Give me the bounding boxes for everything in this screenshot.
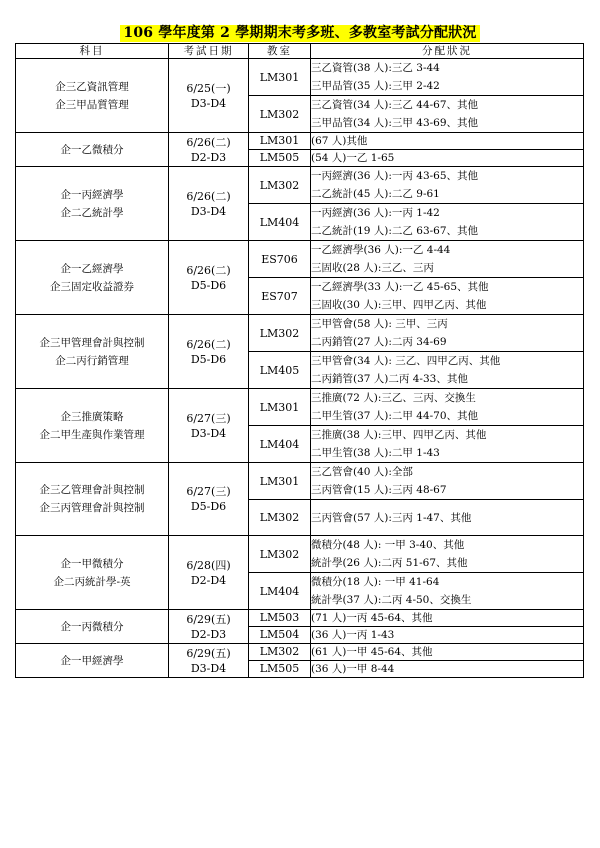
allocation-line: 一乙經濟學(33 人):一乙 45-65、其他 <box>311 281 489 293</box>
subject-name: 企一丙微積分 <box>60 620 124 633</box>
allocation-cell <box>311 463 584 500</box>
exam-date-cell <box>169 644 249 678</box>
exam-date: 6/26(二) <box>186 189 231 203</box>
exam-date-cell <box>169 59 249 133</box>
exam-date-cell <box>169 133 249 167</box>
exam-date: 6/26(二) <box>186 135 231 149</box>
allocation-cell <box>311 167 584 204</box>
allocation-line: 三推廣(72 人):三乙、三丙、交換生 <box>311 392 476 404</box>
classroom-cell: LM405 <box>249 352 311 389</box>
allocation-line: (54 人)一乙 1-65 <box>311 152 395 164</box>
exam-date: 6/28(四) <box>186 558 231 572</box>
table-row <box>16 536 584 573</box>
page-title: 106 學年度第 2 學期期末考多班、多教室考試分配狀況 <box>120 25 479 42</box>
classroom-cell: ES706 <box>249 241 311 278</box>
exam-date: 6/29(五) <box>186 646 231 660</box>
allocation-line: 統計學(37 人):二丙 4-50、交換生 <box>311 594 472 606</box>
subject-cell <box>16 241 169 315</box>
allocation-line: (67 人)其他 <box>311 135 368 147</box>
exam-date-cell <box>169 610 249 644</box>
allocation-cell <box>311 96 584 133</box>
table-row <box>16 389 584 426</box>
allocation-line: 一丙經濟(36 人):一丙 43-65、其他 <box>311 170 479 182</box>
allocation-line: 三甲品管(35 人):三甲 2-42 <box>311 80 440 92</box>
table-header-row <box>16 44 584 59</box>
allocation-line: 二丙銷管(27 人):二丙 34-69 <box>311 336 447 348</box>
exam-period: D3-D4 <box>190 204 227 218</box>
classroom-cell: LM302 <box>249 315 311 352</box>
allocation-line: 一丙經濟(36 人):一丙 1-42 <box>311 207 440 219</box>
allocation-line: 微積分(18 人): 一甲 41-64 <box>311 576 440 588</box>
exam-date-cell <box>169 167 249 241</box>
allocation-line: 二甲生管(38 人):二甲 1-43 <box>311 447 440 459</box>
allocation-line: 三乙管會(40 人):全部 <box>311 466 413 478</box>
classroom-cell: LM505 <box>249 661 311 678</box>
subject-name: 企一甲經濟學 <box>60 654 124 667</box>
exam-date-cell <box>169 463 249 536</box>
allocation-line: (71 人)一丙 45-64、其他 <box>311 612 433 624</box>
classroom-cell: LM503 <box>249 610 311 627</box>
subject-cell <box>16 59 169 133</box>
exam-allocation-table <box>15 43 584 678</box>
subject-name: 企三甲品質管理 <box>55 98 129 111</box>
exam-date: 6/27(三) <box>186 411 231 425</box>
subject-cell <box>16 167 169 241</box>
exam-period: D3-D4 <box>190 426 227 440</box>
subject-cell <box>16 536 169 610</box>
exam-date: 6/26(二) <box>186 337 231 351</box>
allocation-cell <box>311 536 584 573</box>
allocation-line: 微積分(48 人): 一甲 3-40、其他 <box>311 539 465 551</box>
exam-period: D3-D4 <box>190 661 227 675</box>
header-allocation: 分配狀況 <box>311 44 584 59</box>
exam-date-cell <box>169 241 249 315</box>
subject-name: 企三甲管理會計與控制 <box>39 336 145 349</box>
allocation-line: 三乙資管(34 人):三乙 44-67、其他 <box>311 99 479 111</box>
allocation-line: 三推廣(38 人):三甲、四甲乙丙、其他 <box>311 429 487 441</box>
allocation-cell <box>311 610 584 627</box>
classroom-cell: LM301 <box>249 389 311 426</box>
classroom-cell: LM301 <box>249 133 311 150</box>
exam-period: D3-D4 <box>190 96 227 110</box>
allocation-cell <box>311 352 584 389</box>
table-row <box>16 610 584 627</box>
allocation-cell <box>311 278 584 315</box>
exam-date-cell <box>169 315 249 389</box>
allocation-line: 三乙資管(38 人):三乙 3-44 <box>311 62 440 74</box>
exam-period: D5-D6 <box>190 500 227 513</box>
classroom-cell: LM504 <box>249 627 311 644</box>
allocation-line: 三丙管會(57 人):三丙 1-47、其他 <box>311 511 472 524</box>
classroom-cell: LM302 <box>249 96 311 133</box>
classroom-cell: LM505 <box>249 150 311 167</box>
subject-name: 企三固定收益證券 <box>50 280 134 293</box>
classroom-cell: LM404 <box>249 426 311 463</box>
allocation-line: 二甲生管(37 人):二甲 44-70、其他 <box>311 410 479 422</box>
subject-name: 企一乙經濟學 <box>60 262 124 275</box>
exam-date-cell <box>169 389 249 463</box>
allocation-line: 三丙管會(15 人):三丙 48-67 <box>311 484 447 496</box>
exam-date: 6/25(一) <box>186 81 231 95</box>
subject-name: 企二丙行銷管理 <box>55 354 129 367</box>
allocation-line: 三固收(30 人):三甲、四甲乙丙、其他 <box>311 299 487 311</box>
subject-name: 企一乙微積分 <box>60 143 124 156</box>
exam-period: D5-D6 <box>190 278 227 292</box>
allocation-cell <box>311 204 584 241</box>
allocation-line: 三固收(28 人):三乙、三丙 <box>311 262 434 274</box>
table-row <box>16 241 584 278</box>
table-row <box>16 167 584 204</box>
subject-name: 企三乙資訊管理 <box>55 80 129 93</box>
classroom-cell: LM302 <box>249 500 311 536</box>
exam-period: D2-D3 <box>190 627 227 641</box>
classroom-cell: LM302 <box>249 644 311 661</box>
header-subject: 科目 <box>16 44 169 59</box>
allocation-cell <box>311 426 584 463</box>
classroom-cell: LM404 <box>249 204 311 241</box>
subject-name: 企二乙統計學 <box>60 206 124 219</box>
table-row <box>16 59 584 96</box>
subject-cell <box>16 315 169 389</box>
subject-name: 企一丙經濟學 <box>60 188 124 201</box>
classroom-cell: LM301 <box>249 59 311 96</box>
subject-name: 企二丙統計學-英 <box>53 575 131 588</box>
header-room: 教室 <box>249 44 311 59</box>
allocation-cell <box>311 573 584 610</box>
exam-period: D5-D6 <box>190 352 227 366</box>
subject-cell <box>16 610 169 644</box>
classroom-cell: LM404 <box>249 573 311 610</box>
subject-name: 企三推廣策略 <box>60 410 124 423</box>
exam-date: 6/27(三) <box>186 485 231 498</box>
subject-name: 企二甲生產與作業管理 <box>39 428 145 441</box>
allocation-line: (36 人)一丙 1-43 <box>311 629 395 641</box>
allocation-cell <box>311 59 584 96</box>
classroom-cell: LM301 <box>249 463 311 500</box>
subject-name: 企三乙管理會計與控制 <box>39 484 145 496</box>
table-row <box>16 315 584 352</box>
subject-name: 企一甲微積分 <box>60 557 124 570</box>
allocation-line: 一乙經濟學(36 人):一乙 4-44 <box>311 244 451 256</box>
table-row <box>16 463 584 500</box>
exam-period: D2-D3 <box>190 150 227 164</box>
exam-date: 6/26(二) <box>186 263 231 277</box>
classroom-cell: ES707 <box>249 278 311 315</box>
allocation-line: 二丙銷管(37 人)二丙 4-33、其他 <box>311 373 468 385</box>
header-date: 考試日期 <box>169 44 249 59</box>
classroom-cell: LM302 <box>249 167 311 204</box>
subject-cell <box>16 644 169 678</box>
exam-date: 6/29(五) <box>186 612 231 626</box>
exam-period: D2-D4 <box>190 573 227 587</box>
exam-date-cell <box>169 536 249 610</box>
allocation-cell <box>311 389 584 426</box>
subject-cell <box>16 463 169 536</box>
allocation-cell <box>311 241 584 278</box>
allocation-line: (61 人)一甲 45-64、其他 <box>311 646 433 658</box>
allocation-line: 三甲管會(58 人): 三甲、三丙 <box>311 318 448 330</box>
table-row <box>16 133 584 150</box>
allocation-line: 二乙統計(45 人):二乙 9-61 <box>311 188 440 200</box>
allocation-cell <box>311 644 584 661</box>
allocation-line: (36 人)一甲 8-44 <box>311 663 395 675</box>
allocation-line: 二乙統計(19 人):二乙 63-67、其他 <box>311 225 479 237</box>
table-row <box>16 644 584 661</box>
allocation-cell <box>311 150 584 167</box>
allocation-cell <box>311 661 584 678</box>
allocation-line: 三甲管會(34 人): 三乙、四甲乙丙、其他 <box>311 355 501 367</box>
allocation-cell <box>311 627 584 644</box>
allocation-cell <box>311 500 584 536</box>
subject-name: 企三丙管理會計與控制 <box>39 502 145 514</box>
allocation-line: 統計學(26 人):二丙 51-67、其他 <box>311 557 468 569</box>
subject-cell <box>16 389 169 463</box>
classroom-cell: LM302 <box>249 536 311 573</box>
allocation-line: 三甲品管(34 人):三甲 43-69、其他 <box>311 117 479 129</box>
subject-cell <box>16 133 169 167</box>
allocation-cell <box>311 133 584 150</box>
allocation-cell <box>311 315 584 352</box>
